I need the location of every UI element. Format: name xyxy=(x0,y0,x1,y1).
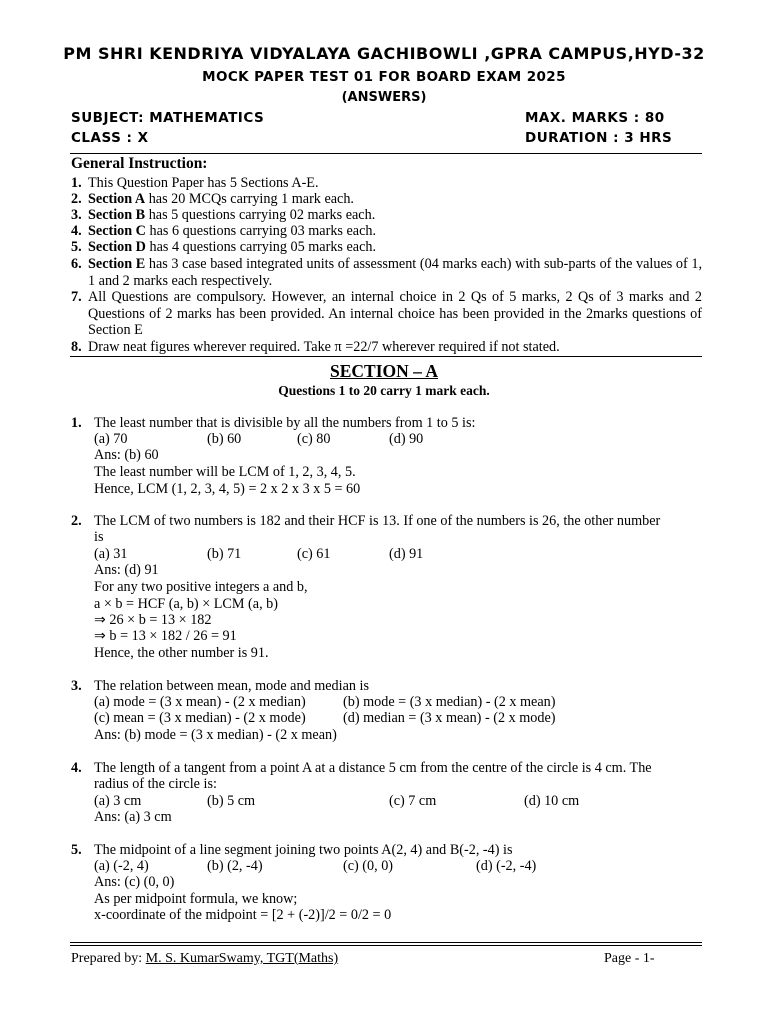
option-d: (d) 90 xyxy=(389,431,424,447)
instruction-number: 6. xyxy=(71,256,82,272)
instruction-number: 1. xyxy=(71,175,82,191)
instruction-number: 8. xyxy=(71,339,82,355)
option-b: (b) 71 xyxy=(207,546,242,562)
footer-divider-bottom xyxy=(70,945,702,946)
section-subtitle: Questions 1 to 20 carry 1 mark each. xyxy=(278,383,490,398)
question-text: The midpoint of a line segment joining two points A(2, 4) and B(-2, -4) is xyxy=(94,842,513,858)
option-c: (c) (0, 0) xyxy=(343,858,394,874)
question-number: 1. xyxy=(71,415,82,431)
duration-label: DURATION : 3 HRS xyxy=(525,130,673,146)
option-b: (b) mode = (3 x median) - (2 x mean) xyxy=(343,694,556,710)
question-number: 3. xyxy=(71,678,82,694)
footer-prefix: Prepared by: xyxy=(71,951,146,966)
footer-author: M. S. KumarSwamy, TGT(Maths) xyxy=(145,951,339,966)
option-d: (d) median = (3 x mean) - (2 x mode) xyxy=(343,710,556,726)
instruction-number: 4. xyxy=(71,223,82,239)
instruction-item: Section B has 5 questions carrying 02 marks each. xyxy=(88,207,376,223)
solution-line: ⇒ b = 13 × 182 / 26 = 91 xyxy=(94,628,237,644)
solution-line: For any two positive integers a and b, xyxy=(94,579,308,595)
answer: Ans: (d) 91 xyxy=(94,562,159,578)
answers-subtitle: (ANSWERS) xyxy=(341,90,427,105)
exam-title: MOCK PAPER TEST 01 FOR BOARD EXAM 2025 xyxy=(202,69,566,85)
header-divider xyxy=(70,153,702,154)
question-text: The LCM of two numbers is 182 and their HCF is 13. If one of the numbers is 26, the other number xyxy=(94,513,661,529)
question-text: The length of a tangent from a point A at a distance 5 cm from the centre of the circle is 4 cm. The xyxy=(94,760,652,776)
instruction-number: 7. xyxy=(71,289,82,305)
option-d: (d) 10 cm xyxy=(524,793,580,809)
instruction-number: 3. xyxy=(71,207,82,223)
option-c: (c) 7 cm xyxy=(389,793,437,809)
instruction-item: Draw neat figures wherever required. Take π =22/7 wherever required if not stated. xyxy=(88,339,560,355)
school-name: PM SHRI KENDRIYA VIDYALAYA GACHIBOWLI ,GPRA CAMPUS,HYD-32 xyxy=(63,44,705,63)
instruction-item: All Questions are compulsory. However, an internal choice in 2 Qs of 5 marks, 2 Qs of 3 marks and 2 Questions of 2 marks has been provided. An internal choice has been provided in the 2marks questions of Section E xyxy=(88,289,702,338)
question-text: radius of the circle is: xyxy=(94,776,217,792)
question-text: The relation between mean, mode and median is xyxy=(94,678,369,694)
option-a: (a) 70 xyxy=(94,431,128,447)
instructions-divider xyxy=(70,356,702,357)
answer: Ans: (b) mode = (3 x median) - (2 x mean) xyxy=(94,727,337,743)
question-text: The least number that is divisible by all the numbers from 1 to 5 is: xyxy=(94,415,476,431)
footer-divider-top xyxy=(70,942,702,943)
option-b: (b) 60 xyxy=(207,431,242,447)
option-a: (a) 31 xyxy=(94,546,128,562)
question-number: 5. xyxy=(71,842,82,858)
option-c: (c) mean = (3 x median) - (2 x mode) xyxy=(94,710,306,726)
section-title: SECTION – A xyxy=(330,361,438,381)
option-a: (a) 3 cm xyxy=(94,793,142,809)
question-number: 4. xyxy=(71,760,82,776)
option-a: (a) (-2, 4) xyxy=(94,858,149,874)
instruction-item: Section C has 6 questions carrying 03 marks each. xyxy=(88,223,377,239)
instruction-item: Section D has 4 questions carrying 05 marks each. xyxy=(88,239,377,255)
solution-line: Hence, LCM (1, 2, 3, 4, 5) = 2 x 2 x 3 x 5 = 60 xyxy=(94,481,361,497)
instructions-title: General Instruction: xyxy=(71,155,208,172)
option-d: (d) 91 xyxy=(389,546,424,562)
option-c: (c) 61 xyxy=(297,546,331,562)
answer: Ans: (b) 60 xyxy=(94,447,159,463)
max-marks-label: MAX. MARKS : 80 xyxy=(525,110,665,126)
option-c: (c) 80 xyxy=(297,431,331,447)
answer: Ans: (a) 3 cm xyxy=(94,809,172,825)
option-d: (d) (-2, -4) xyxy=(476,858,537,874)
option-b: (b) 5 cm xyxy=(207,793,256,809)
instruction-number: 5. xyxy=(71,239,82,255)
instruction-item: Section E has 3 case based integrated units of assessment (04 marks each) with sub-parts of the values of 1, 1 and 2 marks each respectively. xyxy=(88,256,702,289)
answer: Ans: (c) (0, 0) xyxy=(94,874,175,890)
solution-line: ⇒ 26 × b = 13 × 182 xyxy=(94,612,212,628)
instruction-item: This Question Paper has 5 Sections A-E. xyxy=(88,175,319,191)
solution-line: a × b = HCF (a, b) × LCM (a, b) xyxy=(94,596,278,612)
solution-line: The least number will be LCM of 1, 2, 3, 4, 5. xyxy=(94,464,356,480)
question-number: 2. xyxy=(71,513,82,529)
option-a: (a) mode = (3 x mean) - (2 x median) xyxy=(94,694,306,710)
instruction-number: 2. xyxy=(71,191,82,207)
option-b: (b) (2, -4) xyxy=(207,858,263,874)
solution-line: x-coordinate of the midpoint = [2 + (-2)]/2 = 0/2 = 0 xyxy=(94,907,392,923)
solution-line: Hence, the other number is 91. xyxy=(94,645,269,661)
instruction-item: Section A has 20 MCQs carrying 1 mark each. xyxy=(88,191,354,207)
page-number: Page - 1- xyxy=(604,951,655,966)
subject-label: SUBJECT: MATHEMATICS xyxy=(71,110,265,126)
footer-prepared-by xyxy=(71,951,338,967)
question-text: is xyxy=(94,529,104,545)
class-label: CLASS : X xyxy=(71,130,149,146)
solution-line: As per midpoint formula, we know; xyxy=(94,891,298,907)
